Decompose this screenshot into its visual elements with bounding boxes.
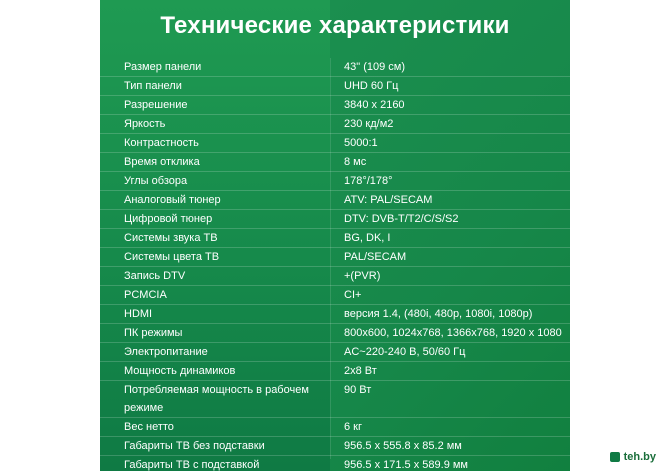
spec-row (100, 228, 570, 247)
spec-row (100, 304, 570, 323)
spec-label: ПК режимы (124, 327, 183, 339)
spec-label: Системы цвета ТВ (124, 251, 220, 263)
spec-value: 178°/178° (344, 175, 393, 187)
spec-value: 230 кд/м2 (344, 118, 394, 130)
spec-row (100, 361, 570, 380)
spec-row (100, 342, 570, 361)
spec-value: 43" (109 см) (344, 61, 405, 73)
spec-row (100, 58, 570, 76)
spec-row (100, 247, 570, 266)
spec-value: ATV: PAL/SECAM (344, 194, 433, 206)
spec-value: 8 мс (344, 156, 367, 168)
spec-row (100, 209, 570, 228)
spec-label: Электропитание (124, 346, 208, 358)
spec-row (100, 455, 570, 471)
spec-label: Мощность динамиков (124, 365, 236, 377)
spec-value: PAL/SECAM (344, 251, 407, 263)
spec-label: HDMI (124, 308, 153, 320)
spec-row (100, 436, 570, 455)
spec-label: Размер панели (124, 61, 202, 73)
spec-value: UHD 60 Гц (344, 80, 399, 92)
spec-value: версия 1.4, (480i, 480p, 1080i, 1080p) (344, 308, 533, 320)
spec-label: Системы звука ТВ (124, 232, 218, 244)
spec-label: Габариты ТВ с подставкой (124, 459, 260, 471)
spec-row (100, 190, 570, 209)
spec-row (100, 152, 570, 171)
spec-value: 5000:1 (344, 137, 378, 149)
spec-table (100, 58, 570, 471)
spec-value: 2x8 Вт (344, 365, 377, 377)
spec-value: DTV: DVB-T/T2/C/S/S2 (344, 213, 459, 225)
spec-row (100, 323, 570, 342)
spec-row (100, 95, 570, 114)
spec-value: 6 кг (344, 421, 362, 433)
spec-label: Габариты ТВ без подставки (124, 440, 265, 452)
spec-value: BG, DK, I (344, 232, 391, 244)
spec-value: AC~220-240 В, 50/60 Гц (344, 346, 466, 358)
spec-label: Потребляемая мощность в рабочем режиме (124, 384, 309, 414)
spec-label: Время отклика (124, 156, 200, 168)
site-watermark[interactable] (604, 449, 662, 465)
spec-row (100, 114, 570, 133)
site-logo-icon (610, 452, 620, 462)
spec-label: Углы обзора (124, 175, 188, 187)
spec-value: +(PVR) (344, 270, 381, 282)
spec-label: Вес нетто (124, 421, 174, 433)
spec-label: Разрешение (124, 99, 188, 111)
spec-row (100, 380, 570, 417)
spec-label: Цифровой тюнер (124, 213, 213, 225)
spec-label: PCMCIA (124, 289, 167, 301)
spec-value: CI+ (344, 289, 362, 301)
spec-value: 800x600, 1024x768, 1366x768, 1920 x 1080 (344, 327, 562, 339)
spec-value: 3840 x 2160 (344, 99, 405, 111)
spec-row (100, 285, 570, 304)
spec-row (100, 76, 570, 95)
spec-label: Запись DTV (124, 270, 186, 282)
spec-label: Аналоговый тюнер (124, 194, 221, 206)
spec-label: Контрастность (124, 137, 199, 149)
spec-value: 956.5 x 555.8 x 85.2 мм (344, 440, 462, 452)
watermark-text: teh.by (623, 451, 656, 463)
page-title: Технические характеристики (160, 12, 510, 39)
spec-row (100, 266, 570, 285)
spec-label: Тип панели (124, 80, 182, 92)
spec-row (100, 417, 570, 436)
spec-row (100, 171, 570, 190)
spec-value: 90 Вт (344, 384, 372, 396)
spec-row (100, 133, 570, 152)
spec-label: Яркость (124, 118, 166, 130)
spec-value: 956.5 x 171.5 x 589.9 мм (344, 459, 468, 471)
